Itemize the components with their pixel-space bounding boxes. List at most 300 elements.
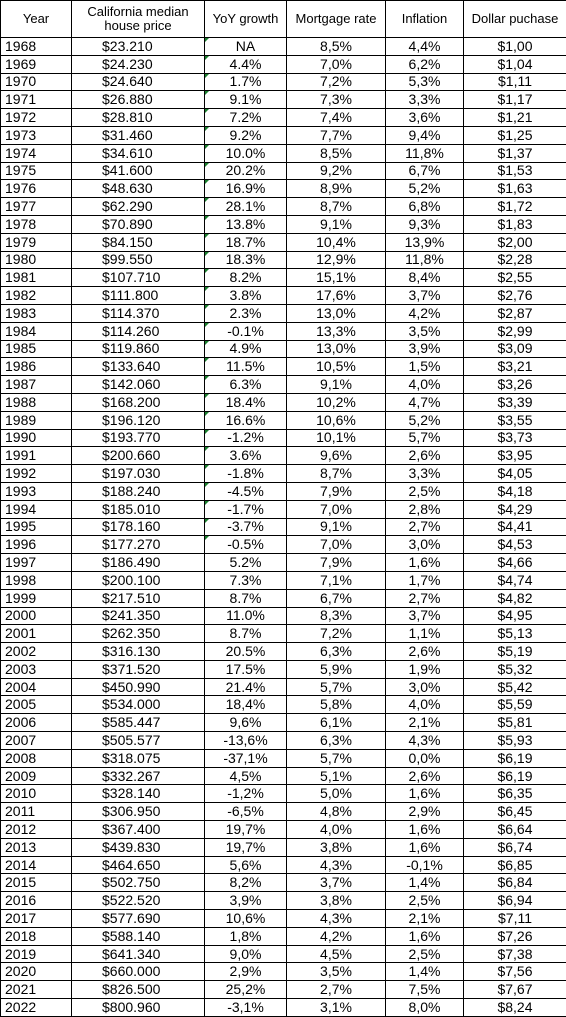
cell-year: 1973 (1, 126, 72, 144)
cell-inflation: 1,6% (386, 554, 464, 572)
cell-median-price: $168.200 (72, 393, 205, 411)
cell-dollar-purchase: $4,66 (464, 554, 566, 572)
cell-year: 2015 (1, 874, 72, 892)
table-row (1, 767, 566, 785)
cell-yoy-growth: 8.7% (205, 625, 287, 643)
cell-year: 2014 (1, 856, 72, 874)
cell-yoy-growth: 4.9% (205, 340, 287, 358)
cell-inflation: 1,6% (386, 785, 464, 803)
cell-median-price: $34.610 (72, 144, 205, 162)
cell-dollar-purchase: $6,64 (464, 821, 566, 839)
cell-mortgage-rate: 13,0% (287, 340, 386, 358)
cell-dollar-purchase: $1,25 (464, 126, 566, 144)
cell-dollar-purchase: $6,85 (464, 856, 566, 874)
cell-dollar-purchase: $6,19 (464, 749, 566, 767)
cell-year: 2022 (1, 999, 72, 1017)
cell-year: 2018 (1, 927, 72, 945)
cell-median-price: $31.460 (72, 126, 205, 144)
cell-yoy-growth: 17.5% (205, 660, 287, 678)
cell-year: 1970 (1, 73, 72, 91)
cell-inflation: 1,6% (386, 927, 464, 945)
cell-year: 1994 (1, 500, 72, 518)
header-inflation: Inflation (386, 1, 464, 38)
cell-median-price: $316.130 (72, 643, 205, 661)
cell-dollar-purchase: $4,53 (464, 536, 566, 554)
cell-inflation: 2,8% (386, 500, 464, 518)
cell-mortgage-rate: 5,0% (287, 785, 386, 803)
cell-inflation: 1,6% (386, 838, 464, 856)
cell-dollar-purchase: $1,11 (464, 73, 566, 91)
table-row (1, 999, 566, 1017)
cell-dollar-purchase: $4,05 (464, 465, 566, 483)
cell-dollar-purchase: $6,19 (464, 767, 566, 785)
cell-year: 1974 (1, 144, 72, 162)
cell-yoy-growth: -0.1% (205, 322, 287, 340)
cell-dollar-purchase: $1,83 (464, 215, 566, 233)
table-row (1, 803, 566, 821)
cell-yoy-growth: -1.8% (205, 465, 287, 483)
cell-mortgage-rate: 4,3% (287, 910, 386, 928)
cell-median-price: $28.810 (72, 109, 205, 127)
cell-dollar-purchase: $1,00 (464, 38, 566, 56)
cell-mortgage-rate: 7,0% (287, 55, 386, 73)
cell-mortgage-rate: 9,1% (287, 376, 386, 394)
cell-yoy-growth: -13,6% (205, 732, 287, 750)
cell-dollar-purchase: $7,67 (464, 981, 566, 999)
cell-dollar-purchase: $3,73 (464, 429, 566, 447)
cell-mortgage-rate: 10,6% (287, 411, 386, 429)
cell-mortgage-rate: 7,4% (287, 109, 386, 127)
cell-median-price: $111.800 (72, 287, 205, 305)
cell-year: 1997 (1, 554, 72, 572)
cell-mortgage-rate: 13,0% (287, 304, 386, 322)
cell-dollar-purchase: $4,41 (464, 518, 566, 536)
cell-year: 1990 (1, 429, 72, 447)
table-row (1, 269, 566, 287)
cell-yoy-growth: -37,1% (205, 749, 287, 767)
cell-dollar-purchase: $5,13 (464, 625, 566, 643)
cell-dollar-purchase: $3,55 (464, 411, 566, 429)
cell-year: 1979 (1, 233, 72, 251)
table-row (1, 215, 566, 233)
table-row (1, 251, 566, 269)
cell-year: 1992 (1, 465, 72, 483)
cell-dollar-purchase: $1,53 (464, 162, 566, 180)
cell-inflation: 11,8% (386, 144, 464, 162)
cell-mortgage-rate: 6,3% (287, 732, 386, 750)
cell-inflation: 1,9% (386, 660, 464, 678)
cell-mortgage-rate: 7,9% (287, 482, 386, 500)
cell-year: 2011 (1, 803, 72, 821)
cell-year: 2021 (1, 981, 72, 999)
cell-median-price: $332.267 (72, 767, 205, 785)
table-row (1, 981, 566, 999)
cell-inflation: 2,6% (386, 767, 464, 785)
cell-dollar-purchase: $5,42 (464, 678, 566, 696)
cell-yoy-growth: 7.2% (205, 109, 287, 127)
cell-mortgage-rate: 3,7% (287, 874, 386, 892)
cell-yoy-growth: -3,1% (205, 999, 287, 1017)
cell-year: 1986 (1, 358, 72, 376)
cell-year: 1978 (1, 215, 72, 233)
cell-median-price: $70.890 (72, 215, 205, 233)
cell-dollar-purchase: $5,19 (464, 643, 566, 661)
cell-median-price: $585.447 (72, 714, 205, 732)
cell-mortgage-rate: 13,3% (287, 322, 386, 340)
cell-yoy-growth: 19,7% (205, 821, 287, 839)
table-row (1, 126, 566, 144)
table-row (1, 714, 566, 732)
cell-mortgage-rate: 17,6% (287, 287, 386, 305)
cell-yoy-growth: -1.2% (205, 429, 287, 447)
cell-inflation: 2,6% (386, 643, 464, 661)
cell-year: 1998 (1, 571, 72, 589)
cell-inflation: 5,7% (386, 429, 464, 447)
cell-yoy-growth: 6.3% (205, 376, 287, 394)
table-row (1, 38, 566, 56)
cell-yoy-growth: 10,6% (205, 910, 287, 928)
cell-dollar-purchase: $2,28 (464, 251, 566, 269)
cell-yoy-growth: 9.2% (205, 126, 287, 144)
cell-mortgage-rate: 7,3% (287, 91, 386, 109)
cell-dollar-purchase: $4,74 (464, 571, 566, 589)
cell-year: 2007 (1, 732, 72, 750)
cell-yoy-growth: NA (205, 38, 287, 56)
table-row (1, 393, 566, 411)
cell-year: 1975 (1, 162, 72, 180)
header-median-price: California median house price (72, 1, 205, 38)
cell-year: 1991 (1, 447, 72, 465)
cell-inflation: 6,7% (386, 162, 464, 180)
cell-dollar-purchase: $3,95 (464, 447, 566, 465)
cell-inflation: 0,0% (386, 749, 464, 767)
cell-yoy-growth: 19,7% (205, 838, 287, 856)
cell-yoy-growth: 2.3% (205, 304, 287, 322)
header-row (1, 1, 566, 38)
cell-median-price: $306.950 (72, 803, 205, 821)
cell-mortgage-rate: 10,2% (287, 393, 386, 411)
cell-median-price: $826.500 (72, 981, 205, 999)
cell-year: 1968 (1, 38, 72, 56)
table-row (1, 625, 566, 643)
table-row (1, 144, 566, 162)
cell-mortgage-rate: 5,8% (287, 696, 386, 714)
cell-yoy-growth: 8.2% (205, 269, 287, 287)
cell-dollar-purchase: $4,95 (464, 607, 566, 625)
cell-year: 2005 (1, 696, 72, 714)
cell-median-price: $24.230 (72, 55, 205, 73)
cell-dollar-purchase: $7,38 (464, 945, 566, 963)
cell-median-price: $502.750 (72, 874, 205, 892)
cell-median-price: $464.650 (72, 856, 205, 874)
cell-mortgage-rate: 7,1% (287, 571, 386, 589)
cell-mortgage-rate: 8,3% (287, 607, 386, 625)
cell-year: 2004 (1, 678, 72, 696)
table-row (1, 785, 566, 803)
cell-median-price: $41.600 (72, 162, 205, 180)
cell-mortgage-rate: 4,2% (287, 927, 386, 945)
cell-inflation: 4,0% (386, 696, 464, 714)
cell-inflation: 8,4% (386, 269, 464, 287)
cell-median-price: $200.100 (72, 571, 205, 589)
table-row (1, 678, 566, 696)
cell-yoy-growth: 18.4% (205, 393, 287, 411)
cell-yoy-growth: 9.1% (205, 91, 287, 109)
cell-year: 1985 (1, 340, 72, 358)
table-row (1, 198, 566, 216)
table-row (1, 732, 566, 750)
table-row (1, 358, 566, 376)
cell-mortgage-rate: 9,1% (287, 215, 386, 233)
cell-yoy-growth: 2,9% (205, 963, 287, 981)
cell-median-price: $23.210 (72, 38, 205, 56)
cell-yoy-growth: 13.8% (205, 215, 287, 233)
header-mortgage-rate: Mortgage rate (287, 1, 386, 38)
cell-dollar-purchase: $4,29 (464, 500, 566, 518)
table-row (1, 838, 566, 856)
cell-year: 1995 (1, 518, 72, 536)
cell-yoy-growth: 8.7% (205, 589, 287, 607)
cell-year: 2016 (1, 892, 72, 910)
table-row (1, 91, 566, 109)
cell-mortgage-rate: 3,1% (287, 999, 386, 1017)
cell-yoy-growth: -3.7% (205, 518, 287, 536)
cell-year: 2017 (1, 910, 72, 928)
table-row (1, 73, 566, 91)
table-row (1, 518, 566, 536)
table-row (1, 411, 566, 429)
cell-dollar-purchase: $6,74 (464, 838, 566, 856)
cell-mortgage-rate: 8,5% (287, 38, 386, 56)
cell-median-price: $577.690 (72, 910, 205, 928)
cell-inflation: 4,7% (386, 393, 464, 411)
table-row (1, 643, 566, 661)
cell-median-price: $107.710 (72, 269, 205, 287)
cell-mortgage-rate: 6,1% (287, 714, 386, 732)
cell-dollar-purchase: $3,39 (464, 393, 566, 411)
table-row (1, 55, 566, 73)
cell-dollar-purchase: $2,55 (464, 269, 566, 287)
cell-inflation: 4,2% (386, 304, 464, 322)
table-row (1, 109, 566, 127)
cell-median-price: $114.260 (72, 322, 205, 340)
table-row (1, 910, 566, 928)
cell-mortgage-rate: 8,7% (287, 465, 386, 483)
cell-mortgage-rate: 8,5% (287, 144, 386, 162)
cell-year: 2013 (1, 838, 72, 856)
table-row (1, 554, 566, 572)
cell-mortgage-rate: 10,4% (287, 233, 386, 251)
cell-dollar-purchase: $5,32 (464, 660, 566, 678)
cell-year: 1980 (1, 251, 72, 269)
cell-mortgage-rate: 3,8% (287, 892, 386, 910)
cell-inflation: 2,5% (386, 482, 464, 500)
cell-year: 1972 (1, 109, 72, 127)
cell-mortgage-rate: 10,5% (287, 358, 386, 376)
cell-dollar-purchase: $7,11 (464, 910, 566, 928)
cell-year: 2010 (1, 785, 72, 803)
cell-median-price: $200.660 (72, 447, 205, 465)
cell-dollar-purchase: $3,09 (464, 340, 566, 358)
cell-mortgage-rate: 10,1% (287, 429, 386, 447)
table-row (1, 607, 566, 625)
cell-inflation: 3,3% (386, 91, 464, 109)
cell-median-price: $24.640 (72, 73, 205, 91)
table-row (1, 821, 566, 839)
cell-yoy-growth: 20.2% (205, 162, 287, 180)
cell-median-price: $522.520 (72, 892, 205, 910)
cell-median-price: $133.640 (72, 358, 205, 376)
cell-mortgage-rate: 5,9% (287, 660, 386, 678)
cell-dollar-purchase: $6,45 (464, 803, 566, 821)
cell-inflation: 4,3% (386, 732, 464, 750)
table-row (1, 287, 566, 305)
cell-dollar-purchase: $1,72 (464, 198, 566, 216)
cell-median-price: $217.510 (72, 589, 205, 607)
cell-inflation: 11,8% (386, 251, 464, 269)
cell-year: 1996 (1, 536, 72, 554)
cell-mortgage-rate: 7,2% (287, 73, 386, 91)
header-dollar-purchase: Dollar puchase (464, 1, 566, 38)
cell-inflation: 7,5% (386, 981, 464, 999)
table-row (1, 500, 566, 518)
cell-dollar-purchase: $6,94 (464, 892, 566, 910)
header-yoy-growth: YoY growth (205, 1, 287, 38)
cell-median-price: $318.075 (72, 749, 205, 767)
cell-dollar-purchase: $8,24 (464, 999, 566, 1017)
table-row (1, 180, 566, 198)
cell-year: 2000 (1, 607, 72, 625)
table-row (1, 322, 566, 340)
cell-mortgage-rate: 5,7% (287, 749, 386, 767)
cell-inflation: 2,6% (386, 447, 464, 465)
table-row (1, 162, 566, 180)
cell-inflation: 4,0% (386, 376, 464, 394)
table-row (1, 749, 566, 767)
cell-yoy-growth: 21.4% (205, 678, 287, 696)
cell-median-price: $367.400 (72, 821, 205, 839)
cell-year: 1989 (1, 411, 72, 429)
cell-mortgage-rate: 2,7% (287, 981, 386, 999)
cell-median-price: $196.120 (72, 411, 205, 429)
cell-year: 1993 (1, 482, 72, 500)
cell-inflation: 9,4% (386, 126, 464, 144)
cell-median-price: $84.150 (72, 233, 205, 251)
table-row (1, 429, 566, 447)
cell-year: 2009 (1, 767, 72, 785)
cell-dollar-purchase: $1,37 (464, 144, 566, 162)
cell-yoy-growth: -1,2% (205, 785, 287, 803)
table-row (1, 945, 566, 963)
cell-yoy-growth: 3,9% (205, 892, 287, 910)
cell-dollar-purchase: $2,00 (464, 233, 566, 251)
cell-yoy-growth: -1.7% (205, 500, 287, 518)
cell-yoy-growth: 16.6% (205, 411, 287, 429)
cell-dollar-purchase: $2,76 (464, 287, 566, 305)
cell-dollar-purchase: $4,18 (464, 482, 566, 500)
cell-median-price: $26.880 (72, 91, 205, 109)
cell-inflation: 3,9% (386, 340, 464, 358)
cell-inflation: 2,9% (386, 803, 464, 821)
cell-inflation: 1,1% (386, 625, 464, 643)
table-row (1, 571, 566, 589)
cell-yoy-growth: 4,5% (205, 767, 287, 785)
cell-yoy-growth: 25,2% (205, 981, 287, 999)
cell-year: 2001 (1, 625, 72, 643)
cell-mortgage-rate: 5,1% (287, 767, 386, 785)
cell-dollar-purchase: $1,63 (464, 180, 566, 198)
cell-mortgage-rate: 5,7% (287, 678, 386, 696)
cell-year: 1981 (1, 269, 72, 287)
cell-yoy-growth: -4.5% (205, 482, 287, 500)
table-row (1, 447, 566, 465)
cell-year: 2008 (1, 749, 72, 767)
cell-yoy-growth: 28.1% (205, 198, 287, 216)
cell-mortgage-rate: 7,9% (287, 554, 386, 572)
cell-inflation: 1,6% (386, 821, 464, 839)
cell-median-price: $800.960 (72, 999, 205, 1017)
cell-yoy-growth: 11.0% (205, 607, 287, 625)
cell-year: 1988 (1, 393, 72, 411)
cell-year: 1982 (1, 287, 72, 305)
cell-median-price: $142.060 (72, 376, 205, 394)
cell-inflation: 6,8% (386, 198, 464, 216)
table-row (1, 660, 566, 678)
cell-inflation: 2,7% (386, 518, 464, 536)
cell-yoy-growth: 11.5% (205, 358, 287, 376)
cell-mortgage-rate: 9,1% (287, 518, 386, 536)
table-row (1, 465, 566, 483)
cell-yoy-growth: -6,5% (205, 803, 287, 821)
cell-yoy-growth: 8,2% (205, 874, 287, 892)
cell-median-price: $177.270 (72, 536, 205, 554)
cell-year: 2006 (1, 714, 72, 732)
cell-median-price: $450.990 (72, 678, 205, 696)
cell-year: 1969 (1, 55, 72, 73)
cell-median-price: $641.340 (72, 945, 205, 963)
cell-inflation: 2,5% (386, 892, 464, 910)
cell-dollar-purchase: $2,99 (464, 322, 566, 340)
table-row (1, 874, 566, 892)
cell-yoy-growth: 16.9% (205, 180, 287, 198)
cell-inflation: 4,4% (386, 38, 464, 56)
cell-median-price: $197.030 (72, 465, 205, 483)
cell-median-price: $241.350 (72, 607, 205, 625)
cell-mortgage-rate: 7,0% (287, 536, 386, 554)
cell-dollar-purchase: $7,26 (464, 927, 566, 945)
cell-mortgage-rate: 3,8% (287, 838, 386, 856)
cell-yoy-growth: 18.3% (205, 251, 287, 269)
cell-dollar-purchase: $3,21 (464, 358, 566, 376)
cell-median-price: $99.550 (72, 251, 205, 269)
cell-inflation: 1,5% (386, 358, 464, 376)
table-body (1, 38, 566, 1017)
cell-dollar-purchase: $5,59 (464, 696, 566, 714)
cell-median-price: $534.000 (72, 696, 205, 714)
cell-median-price: $185.010 (72, 500, 205, 518)
cell-inflation: 2,1% (386, 910, 464, 928)
cell-yoy-growth: 5,6% (205, 856, 287, 874)
cell-mortgage-rate: 4,8% (287, 803, 386, 821)
cell-year: 2012 (1, 821, 72, 839)
cell-year: 1983 (1, 304, 72, 322)
cell-inflation: 1,7% (386, 571, 464, 589)
cell-dollar-purchase: $3,26 (464, 376, 566, 394)
cell-median-price: $186.490 (72, 554, 205, 572)
table-row (1, 963, 566, 981)
cell-mortgage-rate: 6,3% (287, 643, 386, 661)
cell-inflation: 1,4% (386, 963, 464, 981)
